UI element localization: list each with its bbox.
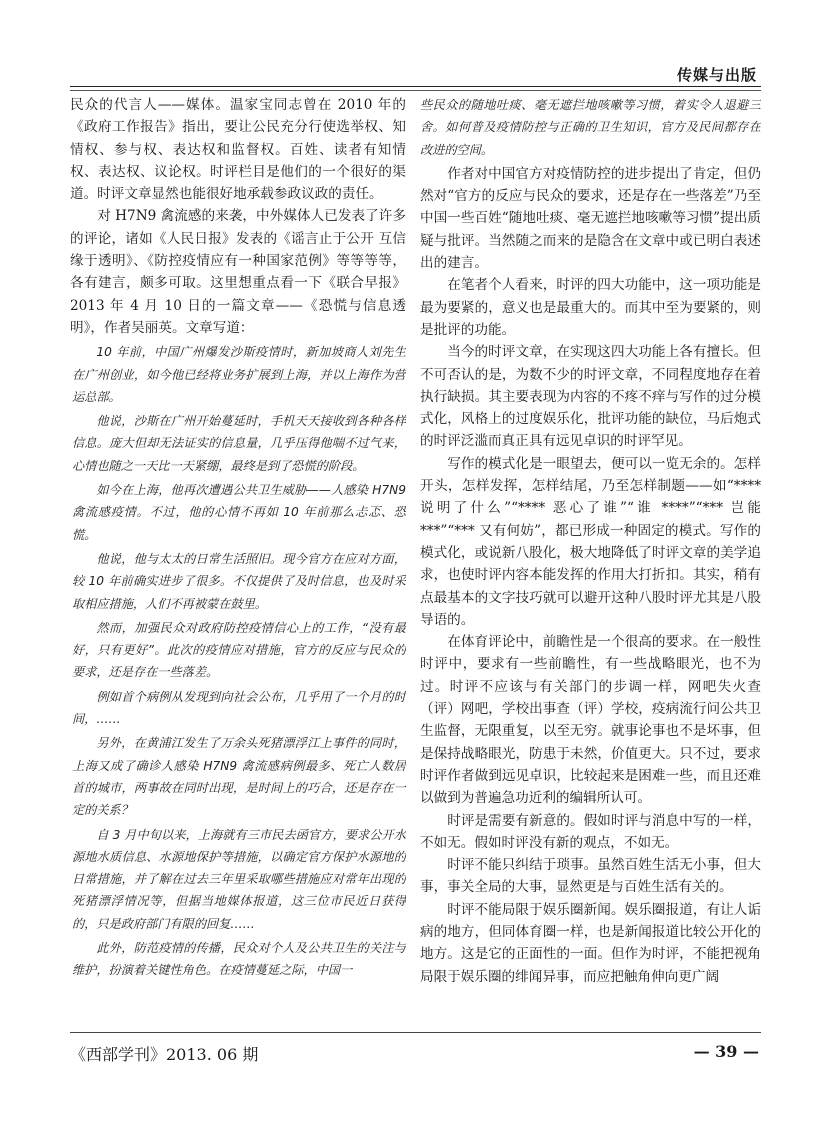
body-paragraph: 在笔者个人看来，时评的四大功能中，这一项功能是最为要紧的，意义也是最重大的。而其中至为要紧的，则是批评的功能。 — [420, 277, 761, 338]
section-header: 传媒与出版 — [676, 66, 757, 84]
quoted-paragraph: 他说，他与太太的日常生活照旧。现今官方在应对方面，较 10 年前确实进步了很多。不仅提供了及时信息，也及时采取相应措施，人们不再被蒙在鼓里。 — [72, 551, 406, 611]
quoted-paragraph: 他说，沙斯在广州开始蔓延时，手机天天接收到各种各样信息。庞大但却无法证实的信息量，几乎压得他喘不过气来，心情也随之一天比一天紧绷，最终是到了恐慌的阶段。 — [72, 414, 406, 473]
body-paragraph: 对 H7N9 禽流感的来袭，中外媒体人已发表了许多的评论，诸如《人民日报》发表的《谣言止于公开 互信缘于透明》、《防控疫情应有一种国家范例》等等等等，各有建言，颇多可取。这里想重点看一下《联合早报》2013 年 4 月 10 日的一篇文章——《恐慌与信息透明》，作者吴丽英。文章写道： — [70, 208, 406, 336]
quoted-paragraph: 自 3 月中旬以来，上海就有三市民去函官方，要求公开水源地水质信息、水源地保护等措施，以确定官方保护水源地的日常措施，并了解在过去三年里采取哪些措施应对常年出现的死猪漂浮情况等，但据当地媒体报道，这三位市民近日获得的，只是政府部门有限的回复…… — [72, 827, 406, 931]
body-paragraph: 民众的代言人——媒体。温家宝同志曾在 2010 年的《政府工作报告》指出，要让公民充分行使选举权、知情权、参与权、表达权和监督权。百姓、读者有知情权、表达权、议论权。时评栏目是他们的一个很好的渠道。时评文章显然也能很好地承载参政议政的责任。 — [70, 97, 406, 203]
quoted-paragraph: 些民众的随地吐痰、毫无遮拦地咳嗽等习惯，着实令人退避三舍。如何普及疫情防控与正确的卫生知识，官方及民间都存在改进的空间。 — [420, 98, 761, 157]
left-column — [70, 94, 406, 1022]
body-paragraph: 写作的模式化是一眼望去，便可以一览无余的。怎样开头，怎样发挥，怎样结尾，乃至怎样制题——如“****说明了什么”“**** 恶心了谁”“谁 ****”“*** 岂能 ***”“*** 又有何妨”，都已形成一种固定的模式。写作的模式化，或说新八股化，极大地降低了时评文章的美学追求，也使时评内容本能发挥的作用大打折扣。其实，稍有点最基本的文字技巧就可以避开这种八股时评尤其是八股导语的。 — [420, 455, 761, 628]
quoted-paragraph: 10 年前，中国广州爆发沙斯疫情时，新加坡商人刘先生在广州创业，如今他已经将业务扩展到上海，并以上海作为营运总部。 — [72, 345, 406, 404]
body-paragraph: 当今的时评文章，在实现这四大功能上各有擅长。但不可否认的是，为数不少的时评文章，不同程度地存在着执行缺损。其主要表现为内容的不疼不痒与写作的过分模式化，风格上的过度娱乐化，批评功能的缺位，马后炮式的时评泛滥而真正具有远见卓识的时评罕见。 — [420, 344, 761, 450]
quoted-paragraph: 如今在上海，他再次遭遇公共卫生威胁——人感染 H7N9 禽流感疫情。不过，他的心情不再如 10 年前那么忐忑、恐慌。 — [72, 483, 406, 542]
header-rule-thin — [70, 90, 761, 91]
right-column — [420, 94, 761, 1022]
page-number: — 39 — — [693, 1042, 759, 1061]
body-paragraph: 作者对中国官方对疫情防控的进步提出了肯定，但仍然对“官方的反应与民众的要求，还是存在一些落差”乃至中国一些百姓“随地吐痰、毫无遮拦地咳嗽等习惯”提出质疑与批评。当然随之而来的是隐含在文章中或已明白表述出的建言。 — [420, 165, 761, 272]
quoted-paragraph: 然而，加强民众对政府防控疫情信心上的工作，“没有最好，只有更好”。此次的疫情应对措施，官方的反应与民众的要求，还是存在一些落差。 — [72, 620, 406, 680]
quoted-paragraph: 例如首个病例从发现到向社会公布，几乎用了一个月的时间，…… — [72, 689, 406, 727]
body-paragraph: 在体育评论中，前瞻性是一个很高的要求。在一般性时评中，要求有一些前瞻性，有一些战略眼光，也不为过。时评不应该与有关部门的步调一样，网吧失火查（评）网吧，学校出事查（评）学校，疫病流行问公共卫生监督，无限重复，以至无穷。就事论事也不是坏事，但是保持战略眼光，防患于未然，价值更大。只不过，要求时评作者做到远见卓识，比较起来是困难一些，而且还难以做到为普遍急功近利的编辑所认可。 — [420, 634, 761, 807]
body-paragraph: 时评不能只纠结于琐事。虽然百姓生活无小事，但大事，事关全局的大事，显然更是与百姓生活有关的。 — [420, 857, 761, 896]
quoted-paragraph: 此外，防范疫情的传播，民众对个人及公共卫生的关注与维护，扮演着关键性角色。在疫情蔓延之际，中国一 — [72, 940, 406, 978]
journal-title: 《西部学刊》2013. 06 期 — [70, 1045, 259, 1064]
body-paragraph: 时评是需要有新意的。假如时评与消息中写的一样，不如无。假如时评没有新的观点，不如无。 — [420, 812, 761, 851]
footer-rule — [70, 1032, 761, 1033]
header-rule — [70, 86, 761, 87]
body-paragraph: 时评不能局限于娱乐圈新闻。娱乐圈报道，有让人诟病的地方，但同体育圈一样，也是新闻报道比较公开化的地方。这是它的正面性的一面。但作为时评，不能把视角局限于娱乐圈的绯闻异事，而应把触角伸向更广阔 — [420, 901, 761, 985]
quoted-paragraph: 另外，在黄浦江发生了万余头死猪漂浮江上事件的同时，上海又成了确诊人感染 H7N9 禽流感病例最多、死亡人数居首的城市，两事故在同时出现，是时间上的巧合，还是存在一定的关系？ — [72, 736, 406, 818]
